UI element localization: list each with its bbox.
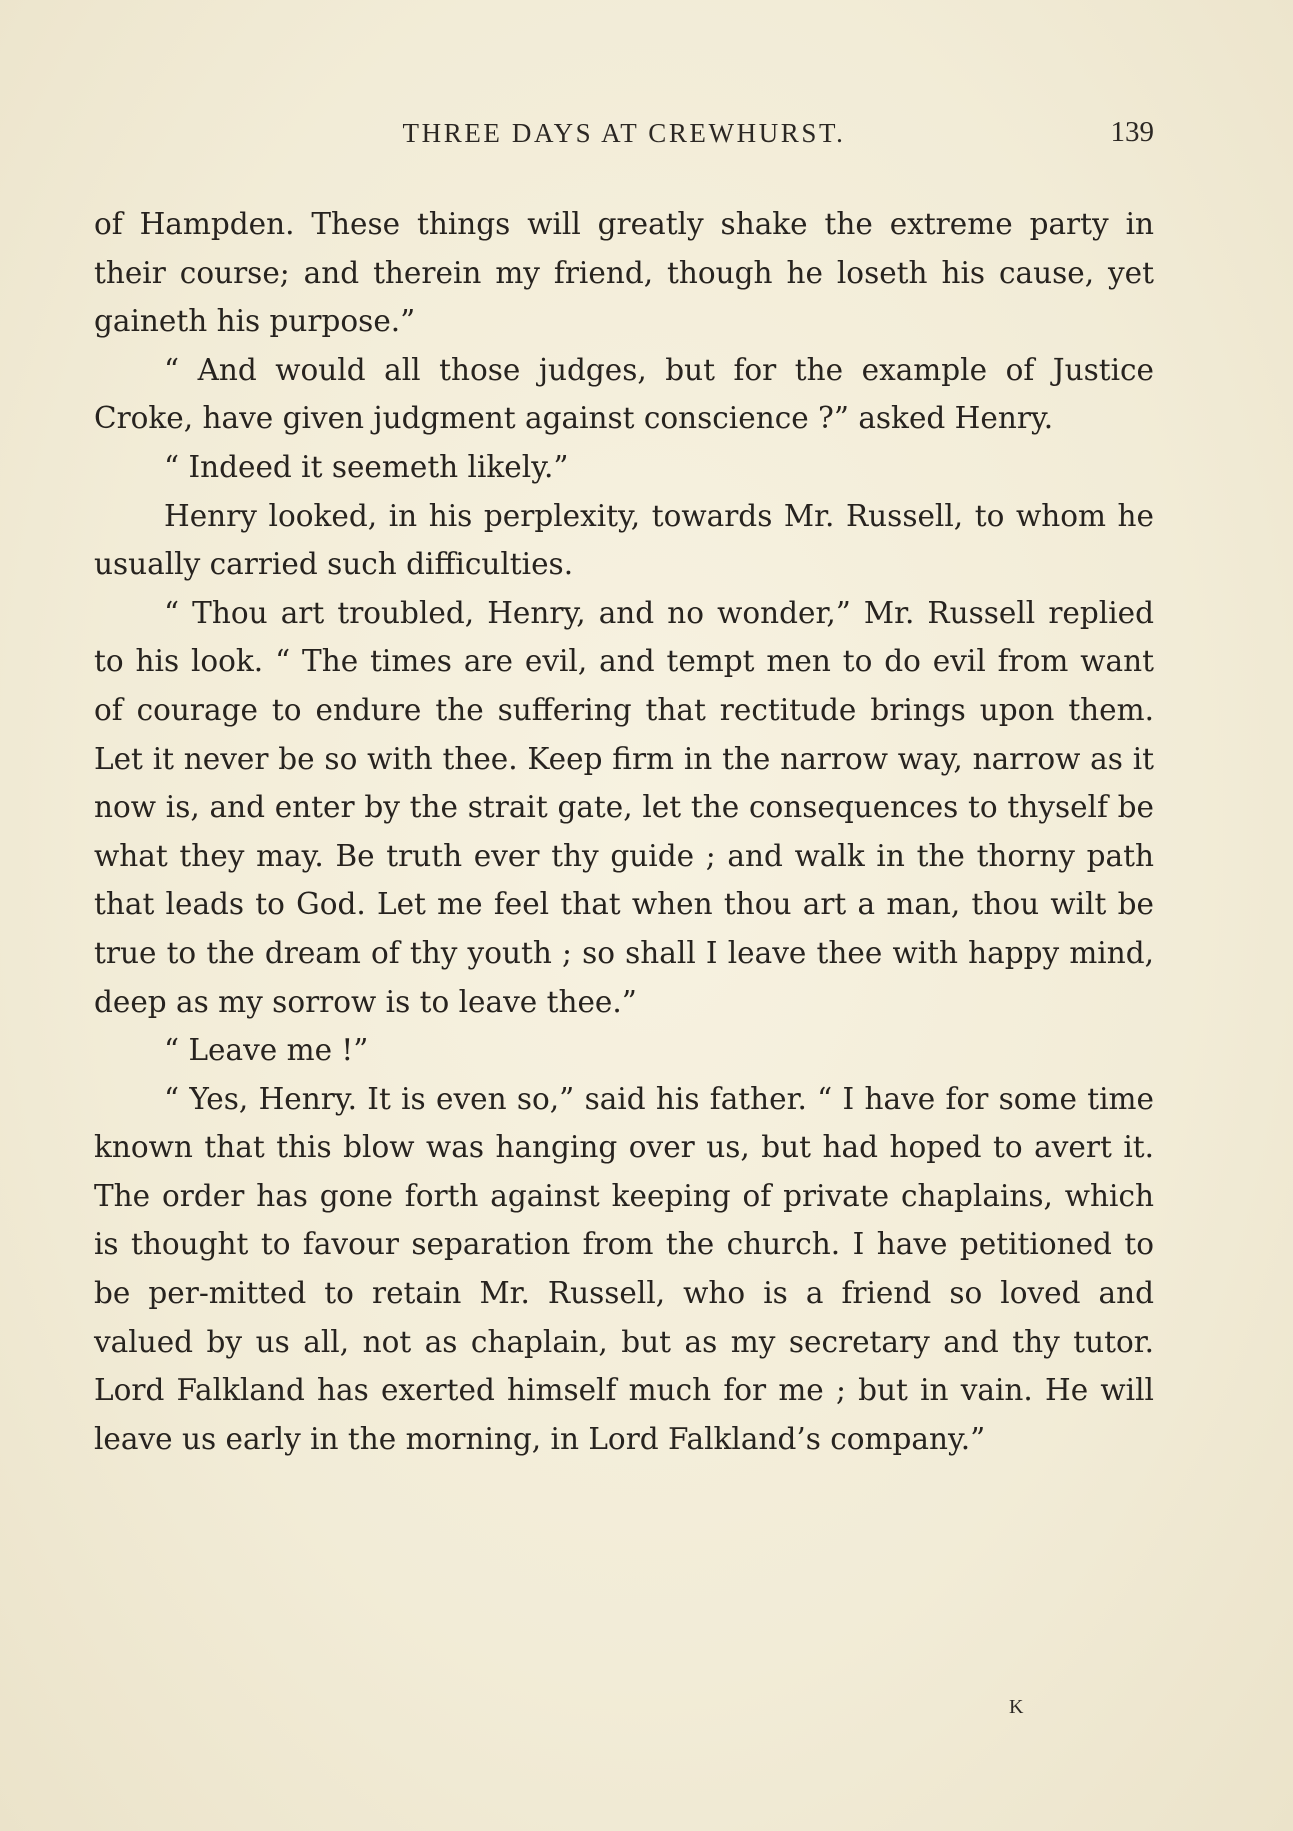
paragraph-7: “ Yes, Henry. It is even so,” said his father. “ I have for some time known that this blow was hanging over us, but had hoped to avert it. The order has gone forth against keeping of private chaplains, which is thought to favour separation from the church. I have petitioned to be per-mitted to retain Mr. Russell, who is a friend so loved and valued by us all, not as chaplain, but as my secretary and thy tutor. Lord Falkland has exerted himself much for me ; but in vain. He will leave us early in the morning, in Lord Falkland’s company.” (94, 1081, 1154, 1456)
running-title: THREE DAYS AT CREWHURST. (402, 118, 846, 148)
signature-mark: K (1009, 1696, 1025, 1718)
body-text (94, 200, 1154, 1463)
paragraph-4: Henry looked, in his perplexity, towards Mr. Russell, to whom he usually carried such difficulties. (94, 498, 1154, 582)
paragraph-3: “ Indeed it seemeth likely.” (164, 449, 569, 484)
paragraph-5: “ Thou art troubled, Henry, and no wonder,” Mr. Russell replied to his look. “ The times are evil, and tempt men to do evil from want of courage to endure the suffering that rectitude brings upon them. Let it never be so with thee. Keep firm in the narrow way, narrow as it now is, and enter by the strait gate, let the consequences to thyself be what they may. Be truth ever thy guide ; and walk in the thorny path that leads to God. Let me feel that when thou art a man, thou wilt be true to the dream of thy youth ; so shall I leave thee with happy mind, deep as my sorrow is to leave thee.” (94, 595, 1154, 1019)
paragraph-6: “ Leave me !” (164, 1033, 369, 1068)
paragraph-2: “ And would all those judges, but for the example of Justice Croke, have given judgment against conscience ?” asked Henry. (94, 352, 1154, 436)
running-head (94, 118, 1154, 158)
page-number: 139 (1110, 116, 1154, 148)
paragraph-1: of Hampden. These things will greatly shake the extreme party in their course; and therein my friend, though he loseth his cause, yet gaineth his purpose.” (94, 207, 1154, 339)
